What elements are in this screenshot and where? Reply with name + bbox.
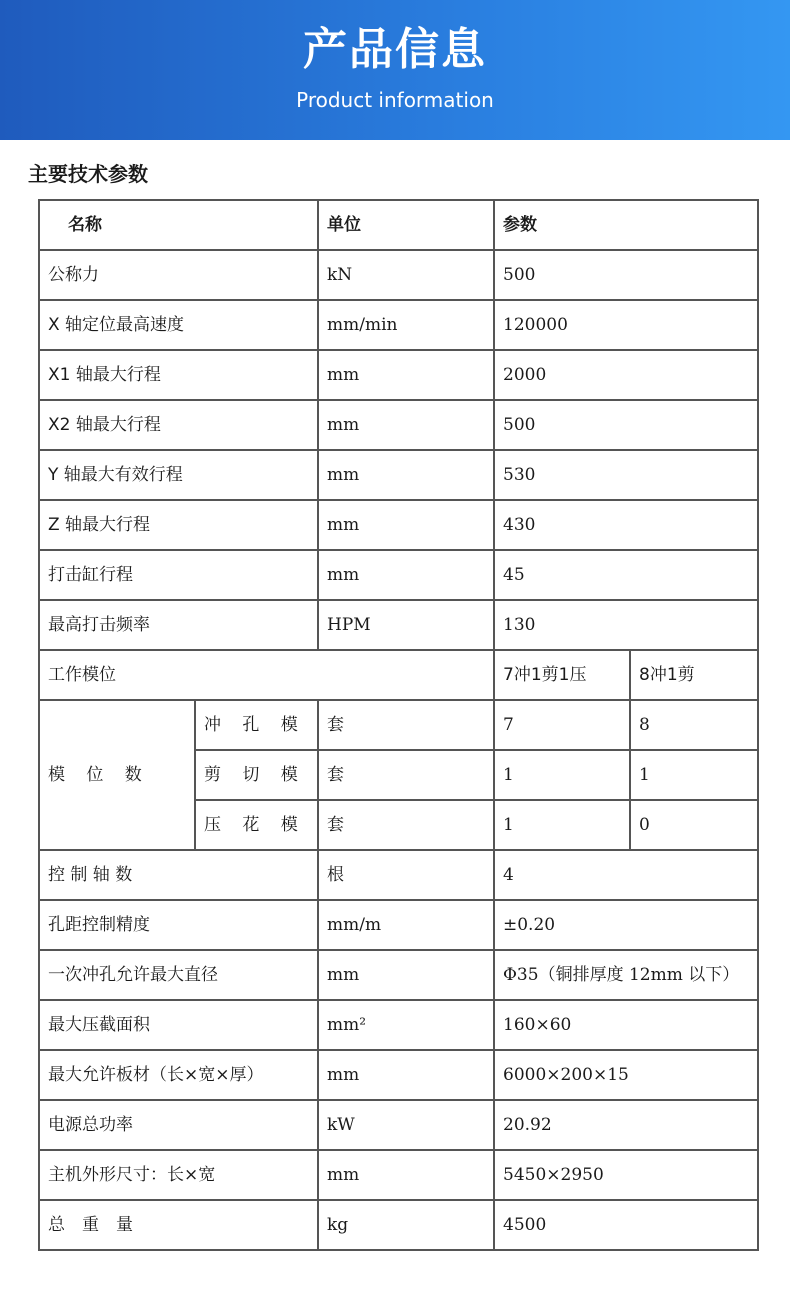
table-row [39, 500, 758, 550]
param-unit: mm [318, 350, 494, 400]
param-name: 电源总功率 [39, 1100, 318, 1150]
param-unit: mm/m [318, 900, 494, 950]
param-value: 2000 [494, 350, 758, 400]
param-name: 控 制 轴 数 [39, 850, 318, 900]
die-count-b: 1 [630, 750, 758, 800]
table-row [39, 1050, 758, 1100]
param-unit: mm [318, 500, 494, 550]
param-name: 最高打击频率 [39, 600, 318, 650]
param-name: 打击缸行程 [39, 550, 318, 600]
die-count-b: 0 [630, 800, 758, 850]
param-name: 最大压截面积 [39, 1000, 318, 1050]
table-row [39, 550, 758, 600]
header-name: 名称 [39, 200, 318, 250]
param-name: X 轴定位最高速度 [39, 300, 318, 350]
param-unit: mm [318, 450, 494, 500]
table-row [39, 950, 758, 1000]
die-count-b: 8 [630, 700, 758, 750]
section-title: 主要技术参数 [28, 162, 148, 186]
table-row [39, 1000, 758, 1050]
param-name: Z 轴最大行程 [39, 500, 318, 550]
param-unit: mm/min [318, 300, 494, 350]
table-row [39, 300, 758, 350]
table-row [39, 1200, 758, 1250]
work-station-option-a: 7冲1剪1压 [494, 650, 630, 700]
param-value: 130 [494, 600, 758, 650]
table-row [39, 450, 758, 500]
param-unit: kN [318, 250, 494, 300]
param-value: 4500 [494, 1200, 758, 1250]
param-unit: 根 [318, 850, 494, 900]
table-row [39, 650, 758, 700]
work-station-option-b: 8冲1剪 [630, 650, 758, 700]
param-name: 公称力 [39, 250, 318, 300]
param-unit: mm [318, 550, 494, 600]
die-type: 冲 孔 模 [195, 700, 318, 750]
table-row [39, 250, 758, 300]
table-row [39, 1100, 758, 1150]
param-unit: mm [318, 950, 494, 1000]
param-value: 4 [494, 850, 758, 900]
param-unit: mm² [318, 1000, 494, 1050]
param-name: Y 轴最大有效行程 [39, 450, 318, 500]
param-unit: kW [318, 1100, 494, 1150]
param-value: 6000×200×15 [494, 1050, 758, 1100]
die-count-a: 1 [494, 800, 630, 850]
banner-subtitle: Product information [296, 88, 494, 112]
param-value: 45 [494, 550, 758, 600]
header-value: 参数 [494, 200, 758, 250]
param-unit: kg [318, 1200, 494, 1250]
param-name: X1 轴最大行程 [39, 350, 318, 400]
param-value: Φ35（铜排厚度 12mm 以下） [494, 950, 758, 1000]
param-value: 500 [494, 250, 758, 300]
param-name: X2 轴最大行程 [39, 400, 318, 450]
die-count-a: 1 [494, 750, 630, 800]
param-value: 430 [494, 500, 758, 550]
param-value: 500 [494, 400, 758, 450]
die-unit: 套 [318, 800, 494, 850]
table-row [39, 900, 758, 950]
header-unit: 单位 [318, 200, 494, 250]
table-header-row [39, 200, 758, 250]
die-unit: 套 [318, 750, 494, 800]
banner-title: 产品信息 [303, 24, 487, 75]
die-count-label: 模 位 数 [39, 700, 195, 850]
die-type: 剪 切 模 [195, 750, 318, 800]
die-count-a: 7 [494, 700, 630, 750]
table-row [39, 1150, 758, 1200]
param-unit: mm [318, 1050, 494, 1100]
param-unit: HPM [318, 600, 494, 650]
param-name: 最大允许板材（长×宽×厚） [39, 1050, 318, 1100]
header-banner [0, 0, 790, 140]
param-unit: mm [318, 1150, 494, 1200]
table-row [39, 700, 758, 750]
table-row [39, 600, 758, 650]
table-row [39, 400, 758, 450]
param-value: ±0.20 [494, 900, 758, 950]
table-row [39, 850, 758, 900]
param-value: 20.92 [494, 1100, 758, 1150]
param-value: 160×60 [494, 1000, 758, 1050]
spec-table [38, 199, 759, 1251]
param-name: 一次冲孔允许最大直径 [39, 950, 318, 1000]
table-row [39, 350, 758, 400]
param-value: 5450×2950 [494, 1150, 758, 1200]
param-unit: mm [318, 400, 494, 450]
die-type: 压 花 模 [195, 800, 318, 850]
spec-table-body [39, 200, 758, 1250]
param-value: 530 [494, 450, 758, 500]
die-unit: 套 [318, 700, 494, 750]
param-name: 主机外形尺寸：长×宽 [39, 1150, 318, 1200]
work-station-label: 工作模位 [39, 650, 494, 700]
param-name: 总 重 量 [39, 1200, 318, 1250]
param-value: 120000 [494, 300, 758, 350]
param-name: 孔距控制精度 [39, 900, 318, 950]
